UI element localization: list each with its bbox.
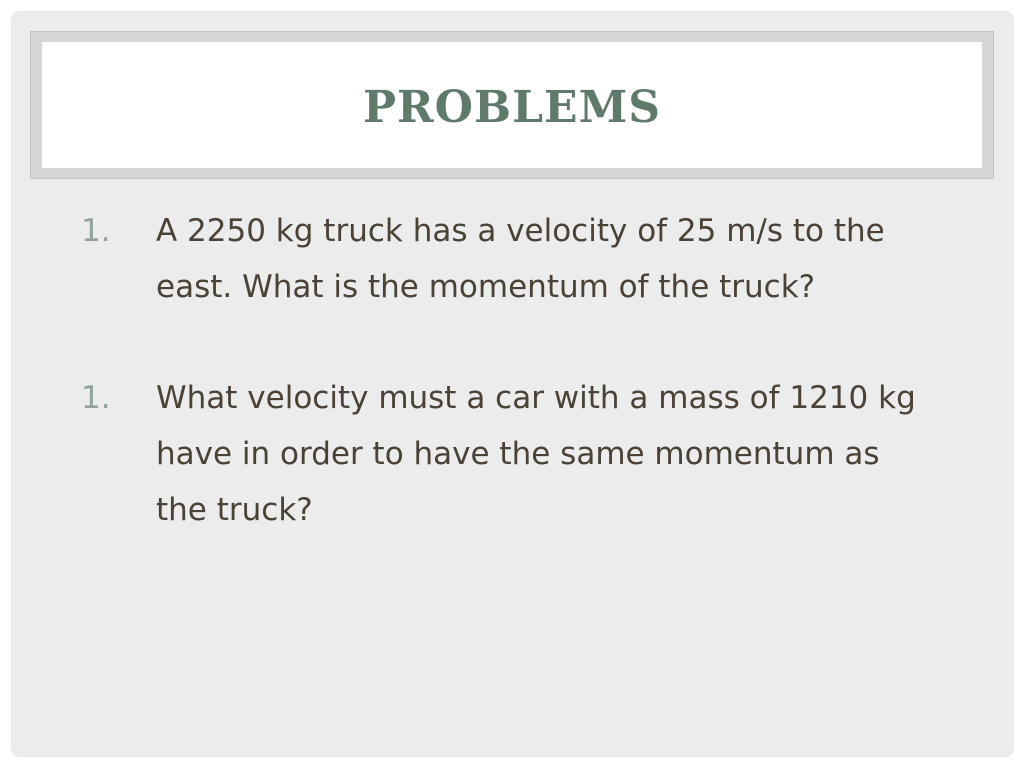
problem-text: What velocity must a car with a mass of 1210 kg have in order to have the same momentum as the truck? <box>156 380 916 528</box>
problem-number: 1. <box>81 380 111 416</box>
title-frame <box>30 31 994 179</box>
problem-list <box>81 203 941 593</box>
problem-item <box>81 370 941 538</box>
problem-number: 1. <box>81 213 111 249</box>
problem-item <box>81 203 941 315</box>
slide-title: PROBLEMS <box>362 81 662 133</box>
problem-text: A 2250 kg truck has a velocity of 25 m/s to the east. What is the momentum of the truck? <box>156 213 885 305</box>
title-box <box>42 42 982 168</box>
slide <box>11 11 1014 757</box>
